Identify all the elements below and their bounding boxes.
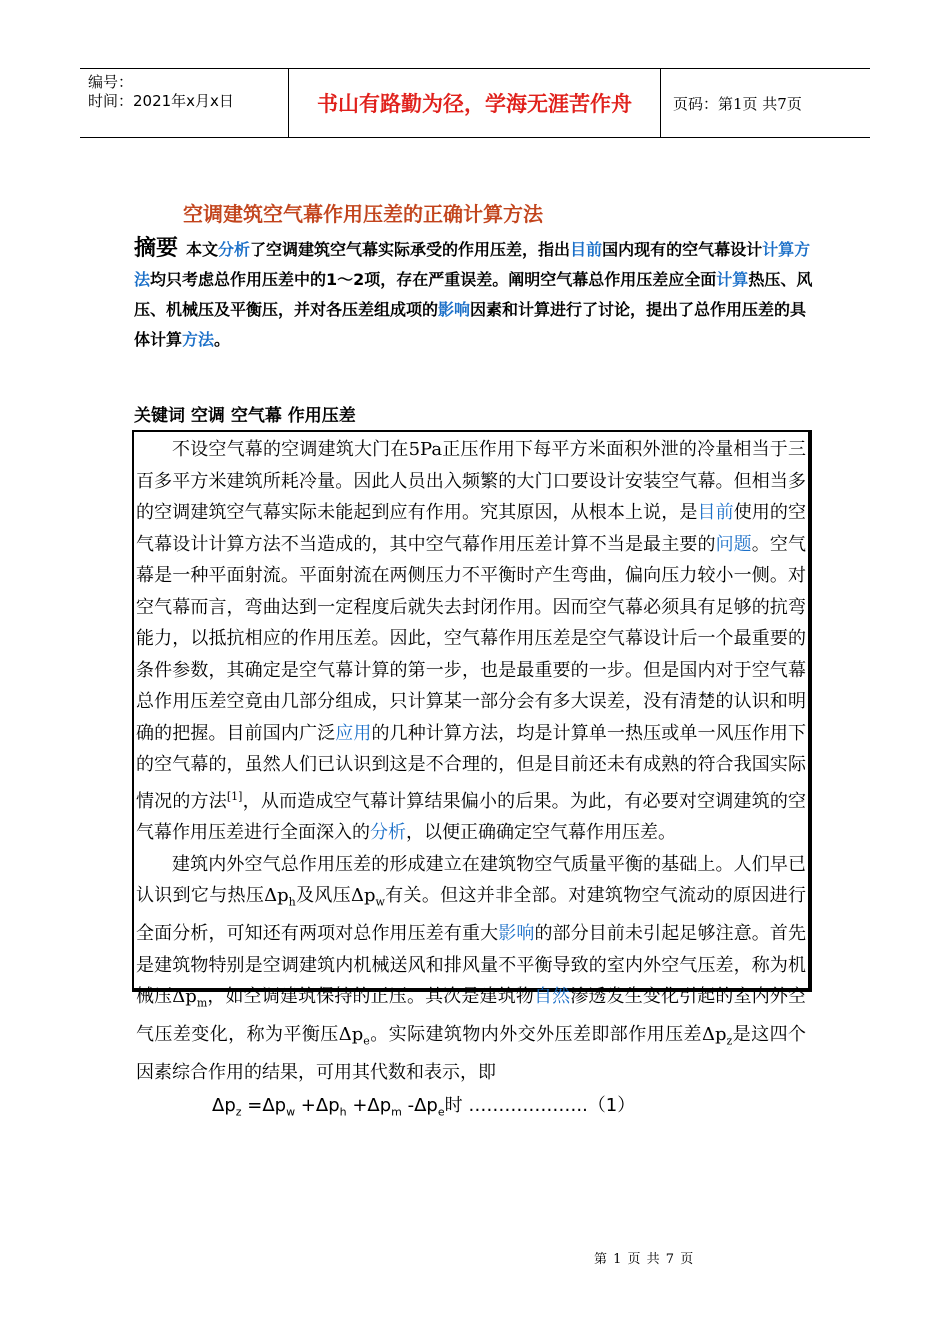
header-table: [80, 68, 870, 138]
formula-term: Δp: [212, 1094, 236, 1116]
subscript: e: [437, 1105, 445, 1119]
subscript: e: [363, 1034, 370, 1048]
subscript: m: [391, 1105, 402, 1119]
keywords: 关键词 空调 空气幕 作用压差: [134, 406, 356, 426]
body-text: 有关。但这并非全部。对建筑物空气流动的原因进行全面分析，可知还有两项对总作用压差有重大: [136, 885, 806, 945]
abstract-link[interactable]: 计算方法: [134, 240, 811, 289]
body-paragraph-1: [136, 434, 806, 849]
body-text: 建筑内外空气总作用压差的形成建立在建筑物空气质量平衡的基础上。人们早已认识到它与热压Δp: [136, 853, 806, 906]
abstract-link[interactable]: 影响: [438, 300, 471, 319]
body-text: ，从而造成空气幕计算结果偏小的后果。为此，有必要对空调建筑的空气幕作用压差进行全面深入的: [136, 790, 806, 843]
formula-term: -Δp: [401, 1094, 438, 1116]
header-motto: 书山有路勤为径，学海无涯苦作舟: [288, 69, 661, 137]
body-text: ，如空调建筑保持的正压。其次是建筑物: [207, 986, 534, 1008]
page-footer: 第 1 页 共 7 页: [594, 1252, 695, 1267]
body-text: 渗透发生变化引起的室内外空气压差变化，称为平衡压Δp: [136, 986, 807, 1046]
body-link[interactable]: 问题: [715, 533, 752, 555]
body-text: 及风压Δp: [295, 885, 376, 906]
time-label: 时间：2021年x月x日: [88, 92, 234, 110]
abstract-text: 因素和计算进行了讨论，提出了总作用压差的具体计算: [134, 300, 807, 349]
abstract: [134, 234, 814, 355]
abstract-text: 均只考虑总作用压差中的1～2项，存在严重误差。阐明空气幕总作用压差应全面: [150, 270, 717, 289]
abstract-lead: 摘要: [134, 236, 179, 261]
subscript: m: [196, 996, 208, 1010]
header-left-cell: [80, 69, 288, 137]
number-label: 编号：: [88, 73, 134, 91]
reference-mark: [1]: [226, 789, 243, 803]
header-page-label: 页码：第1页 共7页: [673, 94, 802, 113]
equation-1: [136, 1089, 806, 1130]
body-text: ，以便正确确定空气幕作用压差。: [406, 822, 676, 843]
body-text: 的部分目前未引起足够注意。首先是建筑物特别是空调建筑内机械送风和排风量不平衡导致的室内外空气压差，称为机械压Δp: [136, 923, 807, 1008]
abstract-link[interactable]: 方法: [182, 330, 215, 349]
document-title: 空调建筑空气幕作用压差的正确计算方法: [183, 202, 543, 226]
abstract-text: 热压、风压、机械压及平衡压，并对各压差组成项的: [134, 270, 813, 319]
body-link[interactable]: 影响: [498, 923, 535, 945]
formula-term: =Δp: [241, 1094, 287, 1116]
subscript: h: [288, 895, 296, 909]
subscript: z: [726, 1034, 733, 1048]
body-link[interactable]: 目前: [697, 502, 734, 523]
body-text: 的几种计算方法，均是计算单一热压或单一风压作用下的空气幕的，虽然人们已认识到这是不合理的，但是目前还未有成熟的符合我国实际情况的方法: [136, 722, 807, 812]
subscript: w: [286, 1105, 296, 1119]
body-link[interactable]: 分析: [370, 822, 406, 843]
body-link[interactable]: 应用: [335, 722, 372, 744]
formula-term: +Δp: [346, 1094, 392, 1116]
abstract-text: 本文: [186, 240, 219, 259]
body-text: 使用的空气幕设计计算方法不当造成的，其中空气幕作用压差计算不当是最主要的: [136, 502, 807, 555]
abstract-text: 了空调建筑空气幕实际承受的作用压差，指出: [250, 240, 571, 259]
body-text: 是这四个因素综合作用的结果，可用其代数和表示，即: [136, 1024, 807, 1084]
subscript: h: [339, 1105, 347, 1119]
body-text: 。实际建筑物内外交外压差即部作用压差Δp: [369, 1024, 727, 1046]
body-link[interactable]: 自然: [533, 986, 571, 1008]
subscript: w: [375, 895, 385, 909]
abstract-link[interactable]: 计算: [716, 270, 749, 289]
body-text: 不设空气幕的空调建筑大门在5Pa正压作用下每平方米面积外泄的冷量相当于三百多平方米建筑所耗冷量。因此人员出入频繁的大门口要设计安装空气幕。但相当多的空调建筑空气幕实际未能起到应有作用。究其原因，从根本上说，是: [136, 439, 806, 523]
abstract-link[interactable]: 分析: [218, 240, 251, 259]
abstract-text: 。: [214, 330, 231, 349]
abstract-text: 国内现有的空气幕设计: [602, 240, 763, 259]
subscript: z: [235, 1105, 242, 1119]
body-paragraph-2: [136, 849, 806, 1089]
abstract-link[interactable]: 目前: [570, 240, 603, 259]
body-text: 。空气幕是一种平面射流。平面射流在两侧压力不平衡时产生弯曲，偏向压力较小一侧。对空气幕而言，弯曲达到一定程度后就失去封闭作用。因而空气幕必须具有足够的抗弯能力，以抵抗相应的作用压差。因此，空气幕作用压差是空气幕设计后一个最重要的条件参数，其确定是空气幕计算的第一步，也是最重要的一步。但是国内对于空气幕总作用压差空竟由几部分组成，只计算某一部分会有多大误差，没有清楚的认识和明确的把握。目前国内广泛: [136, 533, 807, 744]
formula-term: 时 ………………..（1）: [444, 1094, 636, 1116]
formula-term: +Δp: [295, 1094, 340, 1116]
